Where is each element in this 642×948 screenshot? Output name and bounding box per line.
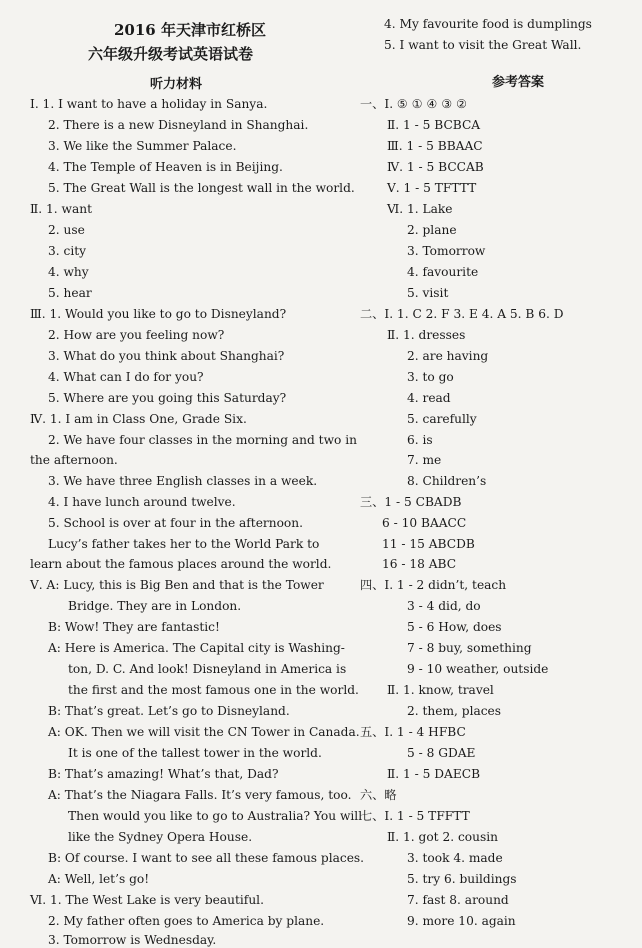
answer-line: 7. me	[407, 453, 442, 467]
answer-line: 三、1 - 5 CBADB	[360, 495, 462, 509]
answer-line: 16 - 18 ABC	[382, 557, 457, 571]
answer-line: Ⅱ. 1 - 5 DAECB	[387, 767, 481, 781]
listening-line: 2. We have four classes in the morning and two in	[48, 433, 357, 447]
answers-heading: 参考答案	[492, 75, 545, 90]
answer-line: 5. try 6. buildings	[407, 872, 517, 886]
answer-line: 5. carefully	[407, 412, 477, 426]
doc-title-line2: 六年级升级考试英语试卷	[88, 45, 254, 63]
listening-line: 2. use	[48, 223, 85, 237]
listening-line: 5. The Great Wall is the longest wall in the world.	[48, 181, 355, 195]
listening-line: Ⅳ. 1. I am in Class One, Grade Six.	[30, 412, 247, 426]
listening-line: B: Of course. I want to see all these famous places.	[48, 851, 365, 865]
listening-line: 4. My favourite food is dumplings	[384, 17, 592, 31]
answer-line: 6. is	[407, 433, 433, 447]
listening-line: Ⅵ. 1. The West Lake is very beautiful.	[30, 893, 264, 907]
listening-line: 4. I have lunch around twelve.	[48, 495, 236, 509]
answer-line: 五、Ⅰ. 1 - 4 HFBC	[360, 725, 466, 739]
listening-line: 5. School is over at four in the afternoon.	[48, 516, 303, 530]
answer-line: 8. Children’s	[407, 474, 487, 488]
answer-line: 5 - 8 GDAE	[407, 746, 476, 760]
listening-line: 3. We like the Summer Palace.	[48, 139, 237, 153]
listening-line: like the Sydney Opera House.	[68, 830, 253, 844]
answer-line: 2. plane	[407, 223, 457, 237]
listening-line: 4. The Temple of Heaven is in Beijing.	[48, 160, 283, 174]
listening-heading: 听力材料	[150, 77, 203, 92]
answer-line: 一、Ⅰ. ⑤ ① ④ ③ ②	[360, 97, 468, 111]
doc-title-line1: 2016 年天津市红桥区	[114, 21, 266, 39]
listening-line: 2. My father often goes to America by plane.	[48, 914, 325, 928]
answer-line: 7. fast 8. around	[407, 893, 509, 907]
listening-line: A: That’s the Niagara Falls. It’s very famous, too.	[48, 788, 352, 802]
answer-line: 四、Ⅰ. 1 - 2 didn’t, teach	[360, 578, 507, 592]
listening-line: 2. How are you feeling now?	[48, 328, 225, 342]
listening-line: 2. There is a new Disneyland in Shanghai.	[48, 118, 309, 132]
answer-line: 7 - 8 buy, something	[407, 641, 532, 655]
answer-line: 9 - 10 weather, outside	[407, 662, 549, 676]
answer-line: Ⅱ. 1. know, travel	[387, 683, 494, 697]
answer-line: Ⅳ. 1 - 5 BCCAB	[387, 160, 484, 174]
answer-line: 六、略	[360, 788, 397, 802]
listening-line: 3. What do you think about Shanghai?	[48, 349, 285, 363]
listening-line: learn about the famous places around the world.	[30, 557, 332, 571]
listening-line: 3. We have three English classes in a week.	[48, 474, 318, 488]
listening-line: 4. why	[48, 265, 89, 279]
listening-line: A: OK. Then we will visit the CN Tower in Canada.	[48, 725, 360, 739]
listening-line: Ⅲ. 1. Would you like to go to Disneyland?	[30, 307, 287, 321]
answer-line: Ⅱ. 1. got 2. cousin	[387, 830, 498, 844]
listening-line: It is one of the tallest tower in the world.	[68, 746, 322, 760]
listening-line: Ⅰ. 1. I want to have a holiday in Sanya.	[30, 97, 268, 111]
listening-line: ton, D. C. And look! Disneyland in America is	[68, 662, 347, 676]
answer-line: 2. are having	[407, 349, 489, 363]
answer-line: 七、Ⅰ. 1 - 5 TFFTT	[360, 809, 470, 823]
answer-line: 9. more 10. again	[407, 914, 516, 928]
answer-line: Ⅴ. 1 - 5 TFTTT	[387, 181, 477, 195]
listening-line: A: Well, let’s go!	[48, 872, 150, 886]
answer-line: 二、Ⅰ. 1. C 2. F 3. E 4. A 5. B 6. D	[360, 307, 564, 321]
listening-line: Bridge. They are in London.	[68, 599, 242, 613]
listening-line: Ⅴ. A: Lucy, this is Big Ben and that is the Tower	[30, 578, 324, 592]
listening-line: the first and the most famous one in the world.	[68, 683, 359, 697]
listening-line: 4. What can I do for you?	[48, 370, 204, 384]
answer-line: 11 - 15 ABCDB	[382, 537, 475, 551]
listening-line: Then would you like to go to Australia? You will	[68, 809, 363, 823]
listening-line: the afternoon.	[30, 453, 118, 467]
answer-line: 3. to go	[407, 370, 454, 384]
listening-line: Lucy’s father takes her to the World Park to	[48, 537, 320, 551]
answer-line: 4. favourite	[407, 265, 479, 279]
answer-line: 5. visit	[407, 286, 449, 300]
listening-line: B: That’s great. Let’s go to Disneyland.	[48, 704, 290, 718]
answer-line: Ⅱ. 1 - 5 BCBCA	[387, 118, 481, 132]
answer-line: Ⅱ. 1. dresses	[387, 328, 466, 342]
listening-line: B: That’s amazing! What’s that, Dad?	[48, 767, 279, 781]
answer-line: 6 - 10 BAACC	[382, 516, 467, 530]
answer-line: Ⅲ. 1 - 5 BBAAC	[387, 139, 483, 153]
listening-line: 5. hear	[48, 286, 92, 300]
listening-line: 5. I want to visit the Great Wall.	[384, 38, 582, 52]
answer-line: 3. Tomorrow	[407, 244, 486, 258]
listening-line: Ⅱ. 1. want	[30, 202, 92, 216]
listening-line: B: Wow! They are fantastic!	[48, 620, 220, 634]
listening-line: 3. city	[48, 244, 87, 258]
answer-line: 3. took 4. made	[407, 851, 503, 865]
answer-line: 2. them, places	[407, 704, 502, 718]
answer-line: Ⅵ. 1. Lake	[387, 202, 453, 216]
answer-line: 4. read	[407, 391, 451, 405]
listening-line: 3. Tomorrow is Wednesday.	[48, 933, 217, 947]
answer-line: 5 - 6 How, does	[407, 620, 502, 634]
answer-line: 3 - 4 did, do	[407, 599, 481, 613]
listening-line: 5. Where are you going this Saturday?	[48, 391, 287, 405]
listening-line: A: Here is America. The Capital city is Washing-	[48, 641, 345, 655]
